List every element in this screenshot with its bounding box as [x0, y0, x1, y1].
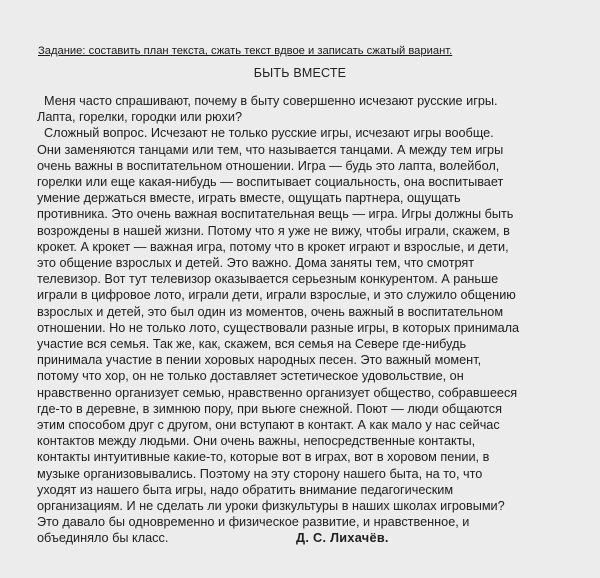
text-line: нравственно организует семью, нравственно организует общество, собравшееся	[37, 385, 518, 400]
text-line: этим способом друг с другом, они вступают в контакт. А как мало у нас сейчас	[37, 418, 500, 433]
text-line: участие вся семья. Так же, как, скажем, вся семья на Севере где-нибудь	[37, 337, 467, 352]
text-last-line	[37, 530, 567, 546]
text-line: противника. Это очень важная воспитательная вещь — игра. Игры должны быть	[37, 207, 514, 222]
text-line: Меня часто спрашивают, почему в быту совершенно исчезают русские игры.	[44, 94, 498, 108]
text-line: контактов между людьми. Они очень важны, непосредственные контакты,	[37, 434, 476, 449]
text-line: организациям. И не сделать ли уроки физкультуры в наших школах игровыми?	[37, 499, 505, 514]
text-line: Лапта, горелки, городки или рюхи?	[37, 110, 243, 125]
text-line: Это давало бы одновременно и физическое развитие, и нравственное, и	[37, 515, 470, 530]
text-line: контакты интуитивные какие-то, которые вот в играх, вот в хоровом пении, в	[37, 450, 490, 465]
text-line: очень важны в воспитательном отношении. Игра — будь это лапта, волейбол,	[37, 158, 500, 173]
text-line: взрослых и детей, это был один из моментов, очень важный в воспитательном	[37, 304, 504, 319]
text-line: потому что хор, он не только доставляет эстетическое удовольствие, он	[37, 369, 464, 384]
text-body	[37, 93, 567, 547]
text-line: играли в цифровое лото, играли дети, играли взрослые, и это служило общению	[37, 288, 516, 303]
task-instruction: Задание: составить план текста, сжать текст вдвое и записать сжатый вариант.	[38, 45, 453, 57]
text-line: Они заменяются танцами или тем, что называется танцами. А между тем игры	[37, 142, 504, 157]
text-line: музыке организовывались. Поэтому на эту сторону нашего быта, на то, что	[37, 466, 483, 481]
text-title: БЫТЬ ВМЕСТЕ	[253, 66, 347, 80]
text-line: Сложный вопрос. Исчезают не только русские игры, исчезают игры вообще.	[44, 126, 494, 141]
text-line: объединяло бы класс.	[37, 531, 169, 546]
text-line: это общение взрослых и детей. Это важно. Дома заняты тем, что смотрят	[37, 256, 475, 271]
text-line: телевизор. Вот тут телевизор оказывается серьезным конкурентом. А раньше	[37, 272, 499, 287]
text-line: крокет. А крокет — важная игра, потому что в крокет играют и взрослые, и дети,	[37, 239, 509, 254]
text-line: отношении. Но не только лото, существовали разные игры, в которых принимала	[37, 320, 520, 335]
text-line: возрождены в нашей жизни. Потому что я уже не вижу, чтобы играли, скажем, в	[37, 223, 510, 238]
text-line: принимала участие в пении хоровых народных песен. Это важный момент,	[37, 353, 482, 368]
author-signature: Д. С. Лихачёв.	[296, 531, 389, 546]
text-line: горелки или еще какая-нибудь — воспитывает социальность, она воспитывает	[37, 175, 504, 190]
text-line: умение держаться вместе, играть вместе, ощущать партнера, ощущать	[37, 191, 461, 206]
text-line: уходят из нашего быта игры, надо обратить внимание педагогическим	[37, 482, 454, 497]
text-line: где-то в деревне, в зимнюю пору, при вьюге снежной. Поют — люди общаются	[37, 401, 502, 416]
